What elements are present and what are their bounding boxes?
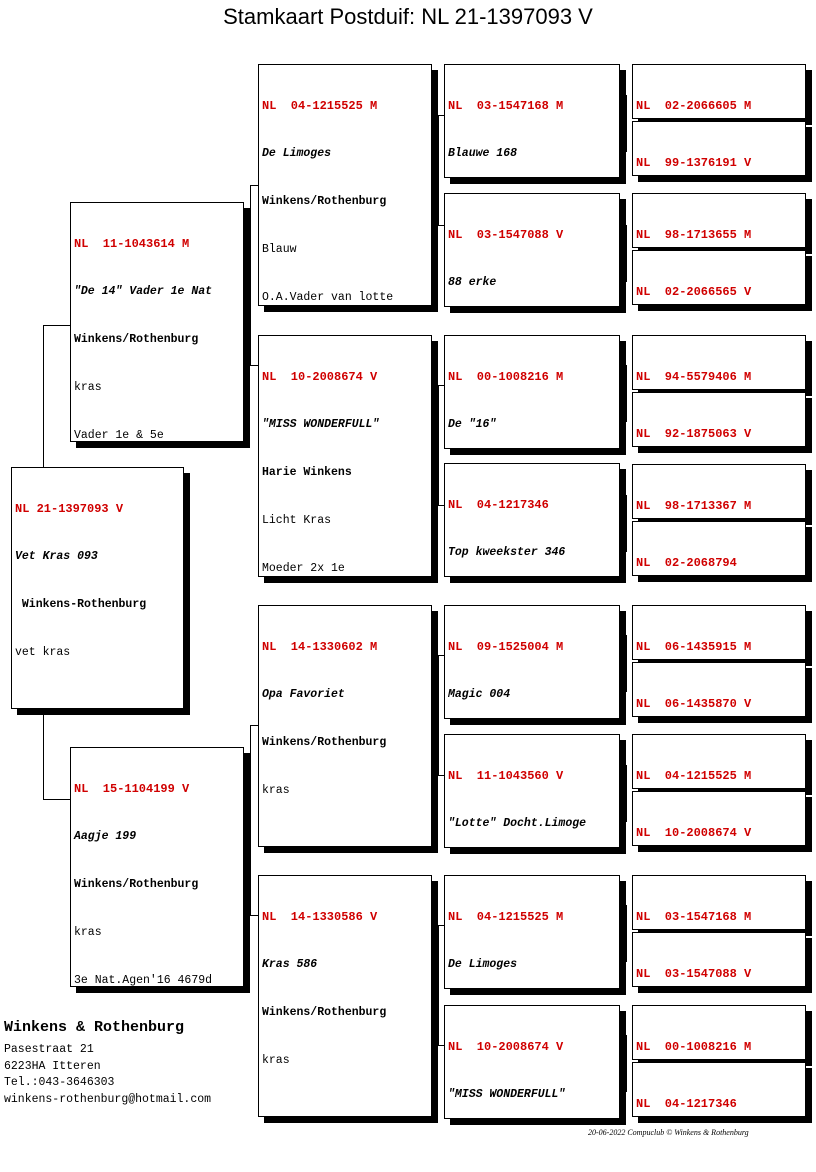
ring-number: NL 06-1435915 M: [636, 640, 752, 654]
pigeon-card-fmf: [444, 335, 620, 449]
connector-line: [43, 325, 70, 326]
pigeon-name: Vet Kras 093: [15, 550, 98, 563]
connector-line: [438, 385, 439, 505]
owner-email: winkens-rothenburg@hotmail.com: [4, 1092, 212, 1106]
pigeon-card-g2: [632, 121, 806, 176]
connector-line: [438, 115, 439, 225]
pigeon-name: Top kweekster 346: [448, 546, 566, 559]
connector-line: [626, 365, 627, 422]
ring-number: NL 02-2068794: [636, 556, 737, 570]
pigeon-card-mf: [258, 605, 432, 847]
page-title: Stamkaart Postduif: NL 21-1397093 V: [223, 4, 593, 29]
ring-number: NL 04-1217346: [636, 1097, 737, 1111]
pigeon-card-g5: [632, 335, 806, 390]
ring-number: NL 99-1376191 V: [636, 156, 752, 170]
pigeon-name: De "16": [448, 418, 497, 431]
connector-line: [43, 325, 44, 468]
pigeon-name: "De 14" Vader 1e Nat: [74, 285, 213, 298]
pigeon-name: Blauwe 168: [448, 147, 518, 160]
pigeon-card-g7: [632, 464, 806, 519]
pigeon-card-ffm: [444, 193, 620, 307]
pigeon-owner: Winkens-Rothenburg: [15, 598, 147, 611]
ring-number: NL 04-1215525 M: [262, 99, 378, 113]
ring-number: NL 98-1713655 M: [636, 228, 752, 242]
ring-number: NL 21-1397093 V: [15, 502, 124, 516]
connector-line: [438, 655, 439, 775]
pigeon-owner: Winkens/Rothenburg: [74, 878, 199, 891]
pigeon-card-g4: [632, 250, 806, 305]
ring-number: NL 94-5579406 M: [636, 370, 752, 384]
owner-phone: Tel.:043-3646303: [4, 1076, 115, 1089]
pigeon-name: Magic 004: [448, 688, 511, 701]
ring-number: NL 10-2008674 V: [636, 826, 752, 840]
ring-number: NL 92-1875063 V: [636, 427, 752, 441]
pigeon-card-mmf: [444, 875, 620, 989]
pigeon-name: "MISS WONDERFULL": [262, 418, 380, 431]
ring-number: NL 03-1547088 V: [448, 228, 564, 242]
ring-number: NL 04-1215525 M: [448, 910, 564, 924]
connector-line: [250, 915, 258, 916]
pigeon-card-mfm: [444, 734, 620, 848]
connector-line: [626, 765, 627, 822]
ring-number: NL 02-2066605 M: [636, 99, 752, 113]
pigeon-card-mff: [444, 605, 620, 719]
pigeon-info: 3e Nat.Agen'16 4679d: [74, 974, 213, 987]
pigeon-card-ff: [258, 64, 432, 306]
pigeon-owner: Winkens/Rothenburg: [262, 195, 387, 208]
pigeon-card-father: [70, 202, 244, 442]
ring-number: NL 98-1713367 M: [636, 499, 752, 513]
pigeon-owner: Harie Winkens: [262, 466, 352, 479]
pigeon-name: 88 erke: [448, 276, 497, 289]
pigeon-info: Licht Kras: [262, 514, 332, 527]
pigeon-card-g15: [632, 1005, 806, 1060]
pigeon-card-g16: [632, 1062, 806, 1117]
pigeon-info: kras: [74, 926, 102, 939]
pigeon-card-g9: [632, 605, 806, 660]
pigeon-card-mother: [70, 747, 244, 987]
pigeon-card-g10: [632, 662, 806, 717]
pigeon-card-g11: [632, 734, 806, 789]
footer-credit: 20-06-2022 Compuclub © Winkens & Rothenburg: [588, 1128, 749, 1137]
pigeon-owner: Winkens/Rothenburg: [74, 333, 199, 346]
ring-number: NL 14-1330602 M: [262, 640, 378, 654]
pigeon-card-fff: [444, 64, 620, 178]
connector-line: [250, 185, 258, 186]
connector-line: [43, 709, 44, 799]
ring-number: NL 11-1043614 M: [74, 237, 190, 251]
owner-street: Pasestraat 21: [4, 1043, 94, 1056]
ring-number: NL 03-1547168 M: [636, 910, 752, 924]
ring-number: NL 02-2066565 V: [636, 285, 752, 299]
pigeon-owner: Winkens/Rothenburg: [262, 736, 387, 749]
pigeon-card-g1: [632, 64, 806, 119]
pigeon-name: Aagje 199: [74, 830, 137, 843]
ring-number: NL 04-1215525 M: [636, 769, 752, 783]
pigeon-name: "MISS WONDERFULL": [448, 1088, 566, 1101]
pigeon-name: Kras 586: [262, 958, 318, 971]
pigeon-card-g8: [632, 521, 806, 576]
ring-number: NL 14-1330586 V: [262, 910, 378, 924]
pigeon-owner: Winkens/Rothenburg: [262, 1006, 387, 1019]
connector-line: [626, 495, 627, 552]
ring-number: NL 09-1525004 M: [448, 640, 564, 654]
pigeon-card-g13: [632, 875, 806, 930]
connector-line: [626, 95, 627, 152]
connector-line: [43, 799, 70, 800]
pigeon-card-fmm: [444, 463, 620, 577]
ring-number: NL 10-2008674 V: [262, 370, 378, 384]
pigeon-name: "Lotte" Docht.Limoge: [448, 817, 587, 830]
connector-line: [438, 925, 439, 1045]
pigeon-card-fm: [258, 335, 432, 577]
connector-line: [250, 725, 258, 726]
ring-number: NL 11-1043560 V: [448, 769, 564, 783]
connector-line: [250, 365, 258, 366]
pigeon-card-mm: [258, 875, 432, 1117]
pigeon-info: Blauw: [262, 243, 297, 256]
pigeon-info: kras: [262, 1054, 290, 1067]
pigeon-card-g3: [632, 193, 806, 248]
connector-line: [250, 725, 251, 915]
ring-number: NL 03-1547168 M: [448, 99, 564, 113]
connector-line: [626, 225, 627, 282]
pigeon-info: kras: [262, 784, 290, 797]
owner-name: Winkens & Rothenburg: [4, 1019, 185, 1036]
ring-number: NL 06-1435870 V: [636, 697, 752, 711]
ring-number: NL 03-1547088 V: [636, 967, 752, 981]
ring-number: NL 00-1008216 M: [448, 370, 564, 384]
connector-line: [626, 635, 627, 692]
ring-number: NL 10-2008674 V: [448, 1040, 564, 1054]
ring-number: NL 00-1008216 M: [636, 1040, 752, 1054]
pigeon-info: O.A.Vader van lotte: [262, 291, 394, 304]
pigeon-card-g14: [632, 932, 806, 987]
connector-line: [626, 1035, 627, 1092]
pigeon-info: Vader 1e & 5e: [74, 429, 164, 442]
ring-number: NL 15-1104199 V: [74, 782, 190, 796]
pigeon-name: De Limoges: [262, 147, 332, 160]
connector-line: [626, 905, 627, 962]
pigeon-name: Opa Favoriet: [262, 688, 345, 701]
pigeon-info: Moeder 2x 1e: [262, 562, 345, 575]
pigeon-card-g6: [632, 392, 806, 447]
pigeon-card-subject: [11, 467, 184, 709]
pigeon-card-g12: [632, 791, 806, 846]
connector-line: [250, 185, 251, 365]
pigeon-info: kras: [74, 381, 102, 394]
ring-number: NL 04-1217346: [448, 498, 549, 512]
pigeon-info: vet kras: [15, 646, 71, 659]
pigeon-card-mmm: [444, 1005, 620, 1119]
owner-city: 6223HA Itteren: [4, 1059, 101, 1073]
owner-contact-block: [4, 1018, 211, 1108]
pigeon-name: De Limoges: [448, 958, 518, 971]
